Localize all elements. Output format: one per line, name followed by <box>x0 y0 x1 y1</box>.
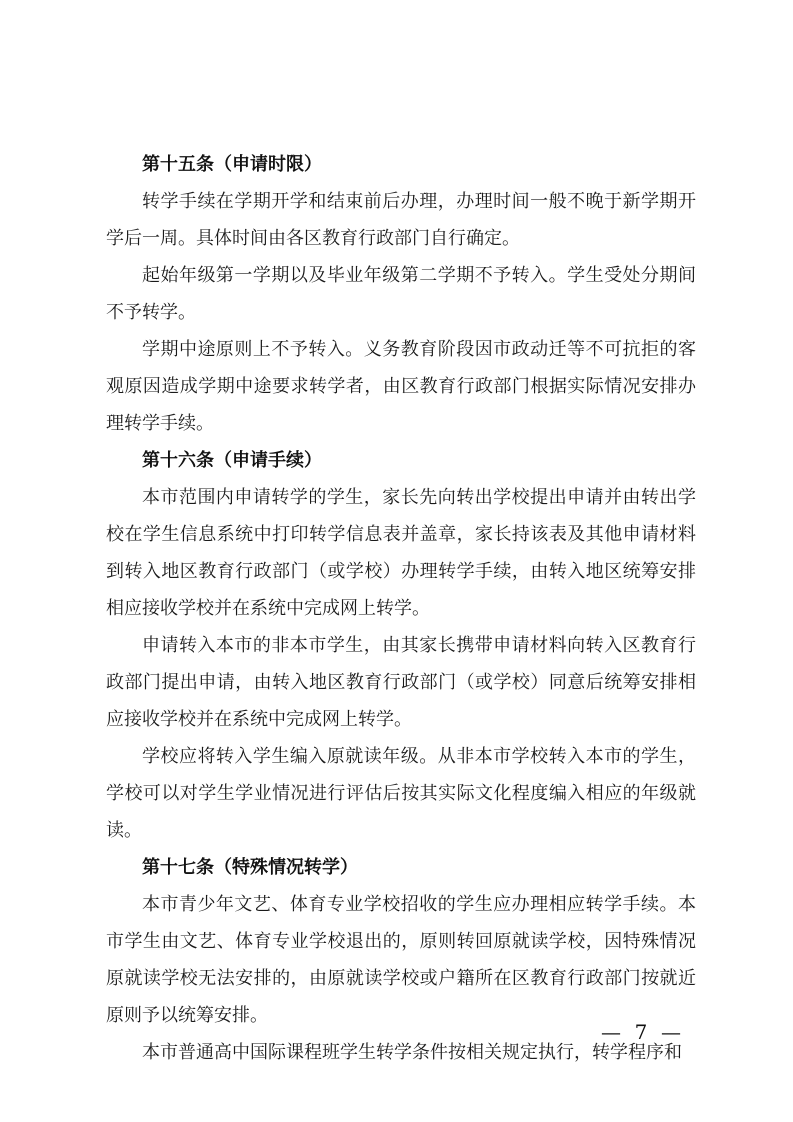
footer-dash-left: — <box>601 1020 621 1044</box>
paragraph: 本市范围内申请转学的学生，家长先向转出学校提出申请并由转出学校在学生信息系统中打印转学信息表并盖章，家长持该表及其他申请材料到转入地区教育行政部门（或学校）办理转学手续，由转入地区统筹安排相应接收学校并在系统中完成网上转学。 <box>106 487 696 619</box>
article-heading: 第十七条（特殊情况转学） <box>142 857 358 878</box>
paragraph: 本市普通高中国际课程班学生转学条件按相关规定执行，转学程序和 <box>142 1042 682 1063</box>
article-16 <box>106 442 696 849</box>
paragraph: 学校应将转入学生编入原就读年级。从非本市学校转入本市的学生，学校可以对学生学业情况进行评估后按其实际文化程度编入相应的年级就读。 <box>106 746 696 841</box>
article-15 <box>106 146 696 442</box>
page-number: 7 <box>634 1020 648 1044</box>
paragraph: 学期中途原则上不予转入。义务教育阶段因市政动迁等不可抗拒的客观原因造成学期中途要求转学者，由区教育行政部门根据实际情况安排办理转学手续。 <box>106 339 696 434</box>
page-footer <box>596 1018 686 1046</box>
article-heading: 第十五条（申请时限） <box>142 154 322 175</box>
article-heading: 第十六条（申请手续） <box>142 450 322 471</box>
paragraph: 起始年级第一学期以及毕业年级第二学期不予转入。学生受处分期间不予转学。 <box>106 265 696 323</box>
footer-dash-right: — <box>661 1020 681 1044</box>
document-page <box>106 146 696 1071</box>
paragraph: 转学手续在学期开学和结束前后办理，办理时间一般不晚于新学期开学后一周。具体时间由各区教育行政部门自行确定。 <box>106 191 696 249</box>
paragraph: 申请转入本市的非本市学生，由其家长携带申请材料向转入区教育行政部门提出申请，由转入地区教育行政部门（或学校）同意后统筹安排相应接收学校并在系统中完成网上转学。 <box>106 635 696 730</box>
paragraph: 本市青少年文艺、体育专业学校招收的学生应办理相应转学手续。本市学生由文艺、体育专业学校退出的，原则转回原就读学校，因特殊情况原就读学校无法安排的，由原就读学校或户籍所在区教育行政部门按就近原则予以统筹安排。 <box>106 894 696 1026</box>
